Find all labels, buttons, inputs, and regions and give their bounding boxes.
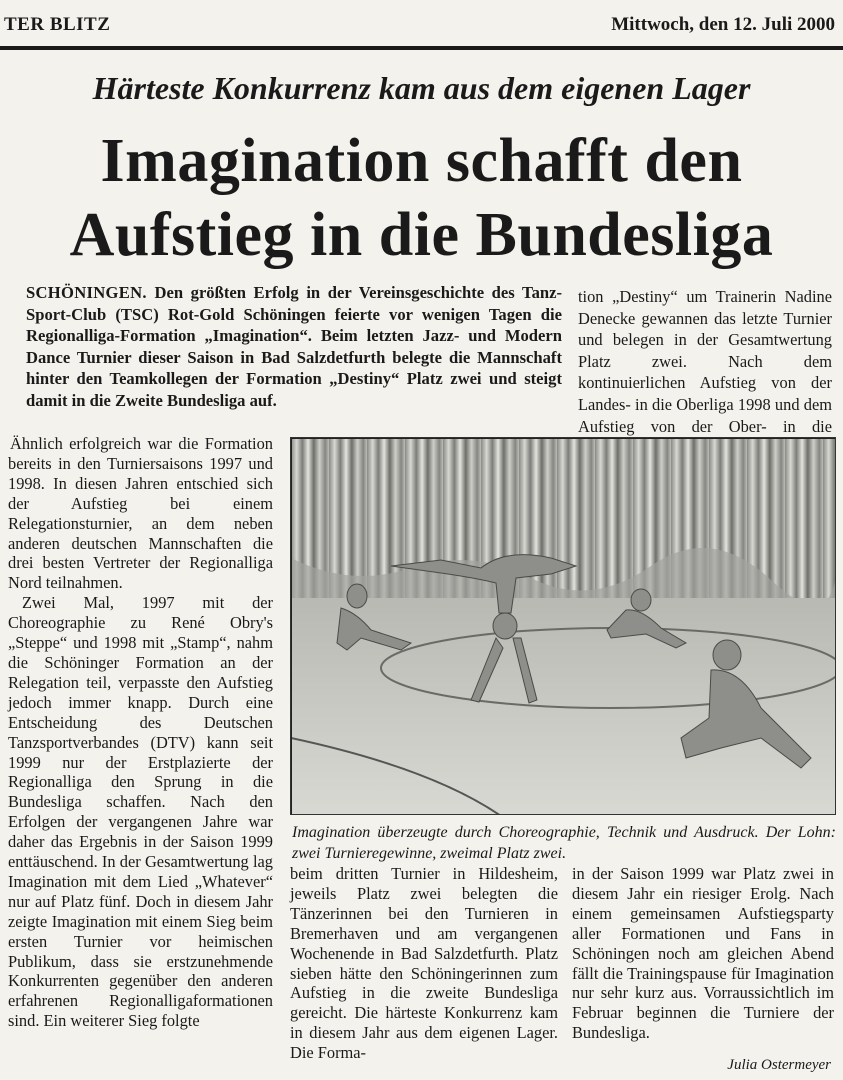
headline-line-1: Imagination schafft den (100, 127, 743, 195)
lead-paragraph (26, 282, 562, 411)
issue-date: Mittwoch, den 12. Juli 2000 (611, 14, 835, 35)
column-middle-bottom: beim dritten Turnier in Hildesheim, jeweils Platz zwei belegten die Tänzerinnen bei den Turnieren in Bremerhaven und am vergangenen Wochenende in Bad Salzdetfurth. Platz sieben hätte den Schöningerinnen zum Aufstieg in die zweite Bundesliga gereicht. Die härteste Konkurrenz kam in diesem Jahr aus dem eigenen Lager. Die Forma- (290, 864, 558, 1063)
article-photo (290, 437, 836, 815)
lead-text: Den größten Erfolg in der Vereinsgeschichte des Tanz-Sport-Club (TSC) Rot-Gold Schöningen feierte vor wenigen Tagen die Regionalliga-Formation „Imagination“. Beim letzten Jazz- und Modern Dance Turnier dieser Saison in Bad Salzdetfurth belegte die Mannschaft hinter den Teamkollegen der Formation „Destiny“ Platz zwei und steigt damit in die Zweite Bundesliga auf. (26, 283, 562, 410)
column-left-paragraph-1: Ähnlich erfolgreich war die Formation bereits in den Turniersaisons 1997 und 1998. In diesen Jahren entschied sich der Aufstieg bei einem Relegationsturnier, an dem neben anderen deutschen Mannschaften die drei besten Vertreter der Regionalliga Nord teilnahmen. (8, 434, 273, 593)
dance-formation-photo (291, 438, 836, 815)
article-headline (0, 124, 843, 272)
newspaper-name: TER BLITZ (4, 14, 111, 35)
column-left-paragraph-2: Zwei Mal, 1997 mit der Choreographie zu René Obry's „Steppe“ und 1998 mit „Stamp“, nahm die Schöninger Formation an der Relegation teil, verpasste den Aufstieg jedoch immer knapp. Durch eine Entscheidung des Deutschen Tanzsportverbandes (DTV) kann seit 1999 nur der Erstplazierte der Regionalliga den Sprung in die Bundesliga schaffen. Nach den Erfolgen der vergangenen Jahre war daher das Ergebnis in der Saison 1999 enttäuschend. In der Gesamtwertung lag Imagination mit dem Lied „Whatever“ nur auf Platz fünf. Doch in diesem Jahr zeigte Imagination mit einem Sieg beim ersten Turnier vor heimischen Publikum, dass sie erstzunehmende Konkurrenten gegenüber den anderen erfahrenen Regionalligaformationen sind. Ein weiterer Sieg folgte (8, 593, 273, 1031)
headline-line-2: Aufstieg in die Bundesliga (69, 201, 774, 269)
author-byline: Julia Ostermeyer (727, 1057, 831, 1073)
lead-dateline: SCHÖNINGEN. (26, 283, 147, 302)
column-right-bottom: in der Saison 1999 war Platz zwei in diesem Jahr ein riesiger Erolg. Nach einem gemeinsamen Aufstiegsparty aller Formationen und Fans in Schöningen noch am gleichen Abend fällt die Trainingspause für Imagination nur sehr kurz aus. Vorraussichtlich im Februar beginnen die Turniere der Bundesliga. (572, 864, 834, 1043)
photo-caption: Imagination überzeugte durch Choreographie, Technik und Ausdruck. Der Lohn: zwei Turnieregewinne, zweimal Platz zwei. (292, 824, 836, 862)
masthead-rule (0, 46, 843, 50)
article-kicker: Härteste Konkurrenz kam aus dem eigenen Lager (92, 70, 751, 106)
column-right-top: tion „Destiny“ um Trainerin Nadine Denecke gewannen das letzte Turnier und belegen in der Gesamtwertung Platz zwei. Nach dem kontinuierlichen Aufstieg von der Landes- in die Oberliga 1998 und dem Aufstieg von der Ober- in die (578, 287, 832, 436)
column-left (8, 434, 273, 1031)
